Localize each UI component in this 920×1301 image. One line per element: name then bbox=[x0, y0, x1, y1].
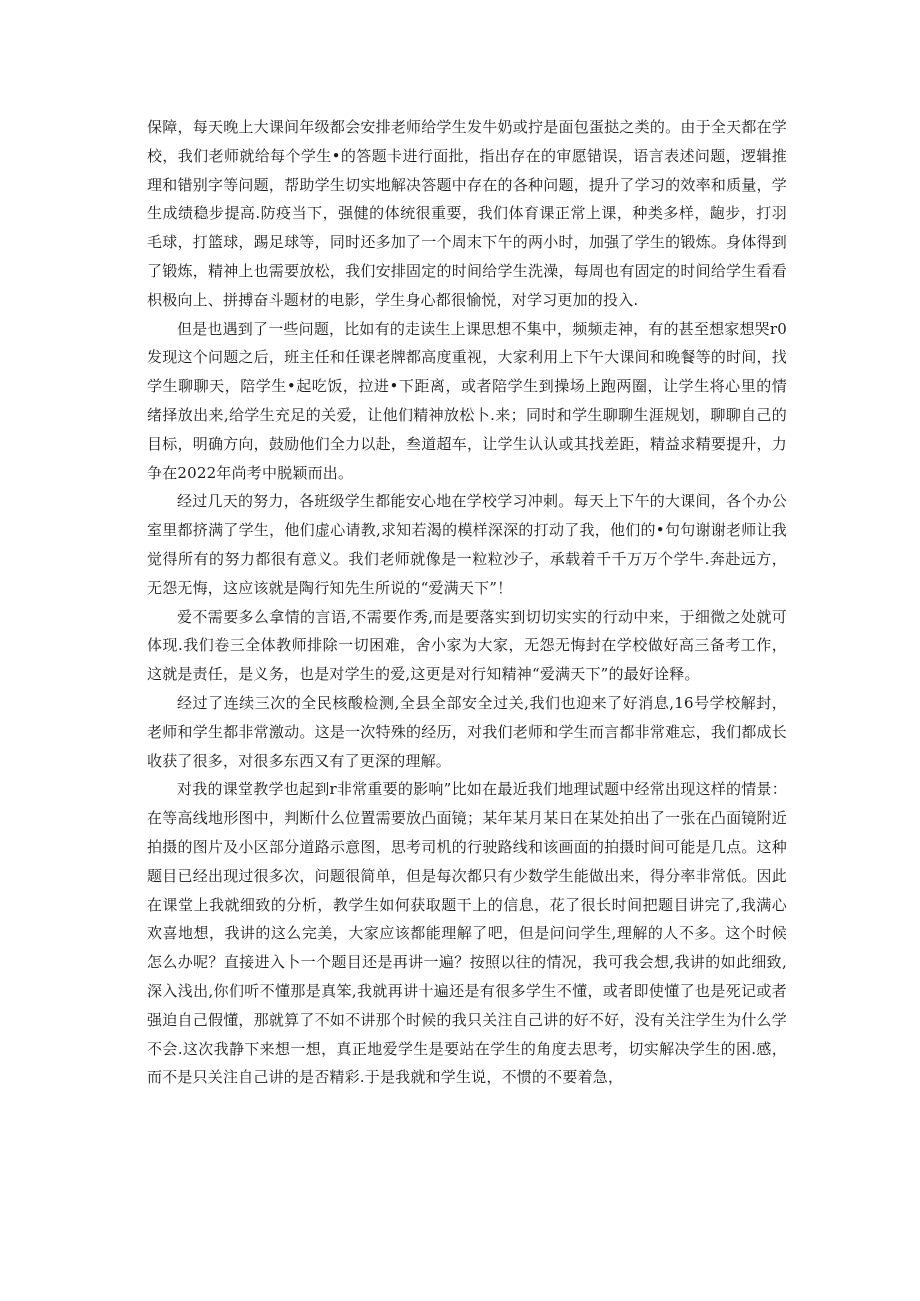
paragraph-4: 爱不需要多么拿情的言语,不需要作秀,而是要落实到切切实实的行动中来，于细微之处就可体现.我们卷三全体教师排除一切困难，舍小家为大家，无怨无悔封在学校做好高三备考工作，这就是责任，是义务，也是对学生的爱,这更是对行知精神“爱满天下”的最好诠释。 bbox=[147, 607, 787, 684]
paragraph-2: 但是也遇到了一些问题，比如有的走读生上课思想不集中，频频走神，有的甚至想家想哭r0发现这个问题之后，班主任和任课老牌都高度重视，大家利用上下午大课间和晚餐等的时间，找学生聊聊天，陪学生•起吃饭，拉进•下距离，或者陪学生到操场上跑两圈，让学生将心里的情绪择放出来,给学生充足的关爱，让他们精神放松卜.来；同时和学生聊聊生涯规划，聊聊自己的目标，明确方向，鼓励他们全力以赴，叁道超车，让学生认认或其找差距，精益求精要提升，力争在2022年尚考中脱颖而出。 bbox=[147, 319, 787, 482]
document-body bbox=[147, 113, 787, 1092]
paragraph-1: 保障，每天晚上大课间年级都会安排老师给学生发牛奶或拧是面包蛋挞之类的。由于全天都在学校，我们老师就给每个学生•的答题卡进行面批，指出存在的审愿错误，语言表述问题，逻辑推理和错别字等问题，帮助学生切实地解决答题中存在的各种问题，提升了学习的效率和质量，学生成绩稳步提高.防疫当下，强健的体统很重要，我们体育课正常上课，种类多样，龅步，打羽毛球，打篮球，踢足球等，同时还多加了一个周末下午的两小时，加强了学生的锻炼。身体得到了锻炼，精神上也需要放松，我们安排固定的时间给学生洗澡，每周也有固定的时间给学生看看枳极向上、拼搏奋斗题材的电影，学生身心都很愉悦，对学习更加的投入. bbox=[147, 118, 787, 309]
paragraph-3: 经过几天的努力，各班级学生都能安心地在学校学习冲刺。每天上下午的大课间，各个办公室里都挤满了学生，他们虚心请教,求知若渴的模样深深的打动了我，他们的•句句谢谢老师让我觉得所有的努力都很有意义。我们老师就像是一粒粒沙子，承载着千千万万个学牛.奔赴远方，无怨无悔，这应该就是陶行知先生所说的“爱满天下”！ bbox=[147, 492, 787, 597]
paragraph-6: 对我的课堂教学也起到r非常重要的影响”比如在最近我们地理试题中经常出现这样的情景：在等高线地形图中，判断什么位置需要放凸面镜；某年某月某日在某处拍出了一张在凸面镜附近拍摄的图片及小区部分道路示意图，思考司机的行驶路线和该画面的拍摄时间可能是几点。这种题目已经出现过很多次，问题很简单，但是每次都只有少数学生能做出来，得分率非常低。因此在课堂上我就细致的分析，教学生如何获取题干上的信息，花了很长时间把题目讲完了,我满心欢喜地想，我讲的这么完美，大家应该都能理解了吧，但是问问学生,理解的人不多。这个时候怎么办呢？直接进入卜一个题目还是再讲一遍？按照以往的情况，我可我会想,我讲的如此细致,深入浅出,你们听不懂那是真笨,我就再讲十遍还是有很多学生不懂，或者即使懂了也是死记或者强迫自己假懂，那就算了不如不讲那个时候的我只关注自己讲的好不好，没有关注学生为什么学不会.这次我静下来想一想，真正地爱学生是要站在学生的角度去思考，切实解决学生的困.感，而不是只关注自己讲的是否精彩.于是我就和学生说，不惯的不要着急， bbox=[147, 780, 787, 1087]
paragraph-5: 经过了连续三次的全民核酸检测,全县全部安全过关,我们也迎来了好消息,16号学校解封，老师和学生都非常激动。这是一次特殊的经历，对我们老师和学生而言都非常难忘，我们都成长收获了很多，对很多东西又有了更深的理解。 bbox=[147, 693, 787, 770]
